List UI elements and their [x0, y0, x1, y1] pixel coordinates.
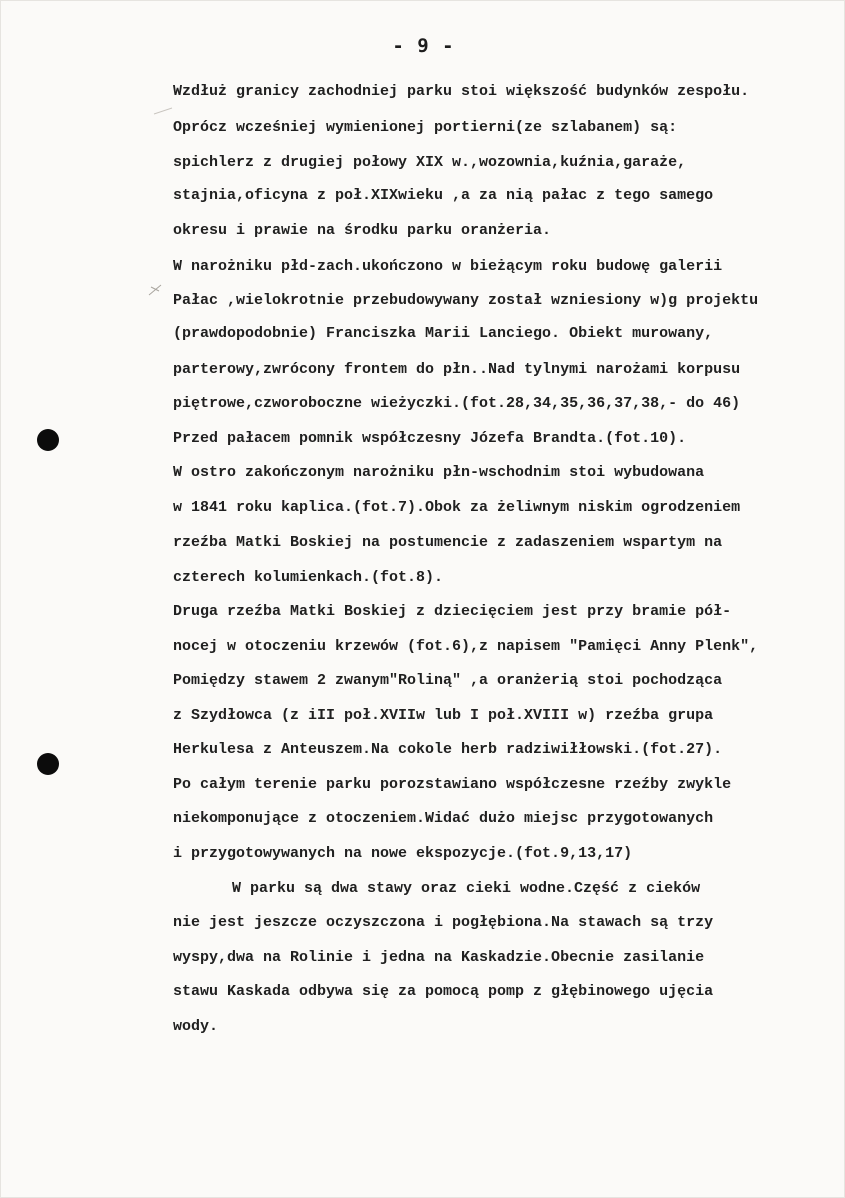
text-line: wyspy,dwa na Rolinie i jedna na Kaskadzie.Obecnie zasilanie	[173, 949, 705, 966]
text-line: Po całym terenie parku porozstawiano współczesne rzeźby zwykle	[173, 776, 732, 793]
text-line: Pomiędzy stawem 2 zwanym"Roliną" ,a oranżerią stoi pochodząca	[173, 672, 723, 689]
punch-hole-upper	[37, 429, 59, 451]
text-line: i przygotowywanych na nowe ekspozycje.(fot.9,13,17)	[173, 845, 633, 862]
text-line: spichlerz z drugiej połowy XIX w.,wozownia,kuźnia,garaże,	[173, 154, 687, 171]
text-line: stawu Kaskada odbywa się za pomocą pomp z głębinowego ujęcia	[173, 983, 714, 1000]
text-line: w 1841 roku kaplica.(fot.7).Obok za żeliwnym niskim ogrodzeniem	[173, 499, 741, 516]
text-line: rzeźba Matki Boskiej na postumencie z zadaszeniem wspartym na	[173, 534, 723, 551]
margin-pencil-mark	[147, 281, 163, 297]
text-line: okresu i prawie na środku parku oranżeria.	[173, 222, 552, 239]
text-line: (prawdopodobnie) Franciszka Marii Lanciego. Obiekt murowany,	[173, 325, 714, 342]
text-line: nie jest jeszcze oczyszczona i pogłębiona.Na stawach są trzy	[173, 914, 714, 931]
text-line: piętrowe,czworoboczne wieżyczki.(fot.28,34,35,36,37,38,- do 46)	[173, 395, 741, 412]
text-line: W parku są dwa stawy oraz cieki wodne.Część z cieków	[232, 880, 701, 897]
text-line: Wzdłuż granicy zachodniej parku stoi większość budynków zespołu.	[173, 83, 750, 100]
text-line: stajnia,oficyna z poł.XIXwieku ,a za nią pałac z tego samego	[173, 187, 714, 204]
text-line: W narożniku płd-zach.ukończono w bieżącym roku budowę galerii	[173, 258, 723, 275]
text-line: Przed pałacem pomnik współczesny Józefa Brandta.(fot.10).	[173, 430, 687, 447]
text-line: niekomponujące z otoczeniem.Widać dużo miejsc przygotowanych	[173, 810, 714, 827]
text-line: nocej w otoczeniu krzewów (fot.6),z napisem "Pamięci Anny Plenk",	[173, 638, 759, 655]
pencil-mark	[153, 106, 173, 116]
text-line: czterech kolumienkach.(fot.8).	[173, 569, 444, 586]
text-line: Oprócz wcześniej wymienionej portierni(ze szlabanem) są:	[173, 119, 678, 136]
text-line: wody.	[173, 1018, 219, 1035]
text-line: Druga rzeźba Matki Boskiej z dziecięciem jest przy bramie pół-	[173, 603, 732, 620]
punch-hole-lower	[37, 753, 59, 775]
text-line: W ostro zakończonym narożniku płn-wschodnim stoi wybudowana	[173, 464, 705, 481]
page-number: - 9 -	[392, 35, 455, 57]
text-line: parterowy,zwrócony frontem do płn..Nad tylnymi narożami korpusu	[173, 361, 741, 378]
text-line: Pałac ,wielokrotnie przebudowywany został wzniesiony w)g projektu	[173, 292, 759, 309]
text-line: z Szydłowca (z iII poł.XVIIw lub I poł.XVIII w) rzeźba grupa	[173, 707, 714, 724]
text-line: Herkulesa z Anteuszem.Na cokole herb radziwiłłowski.(fot.27).	[173, 741, 723, 758]
